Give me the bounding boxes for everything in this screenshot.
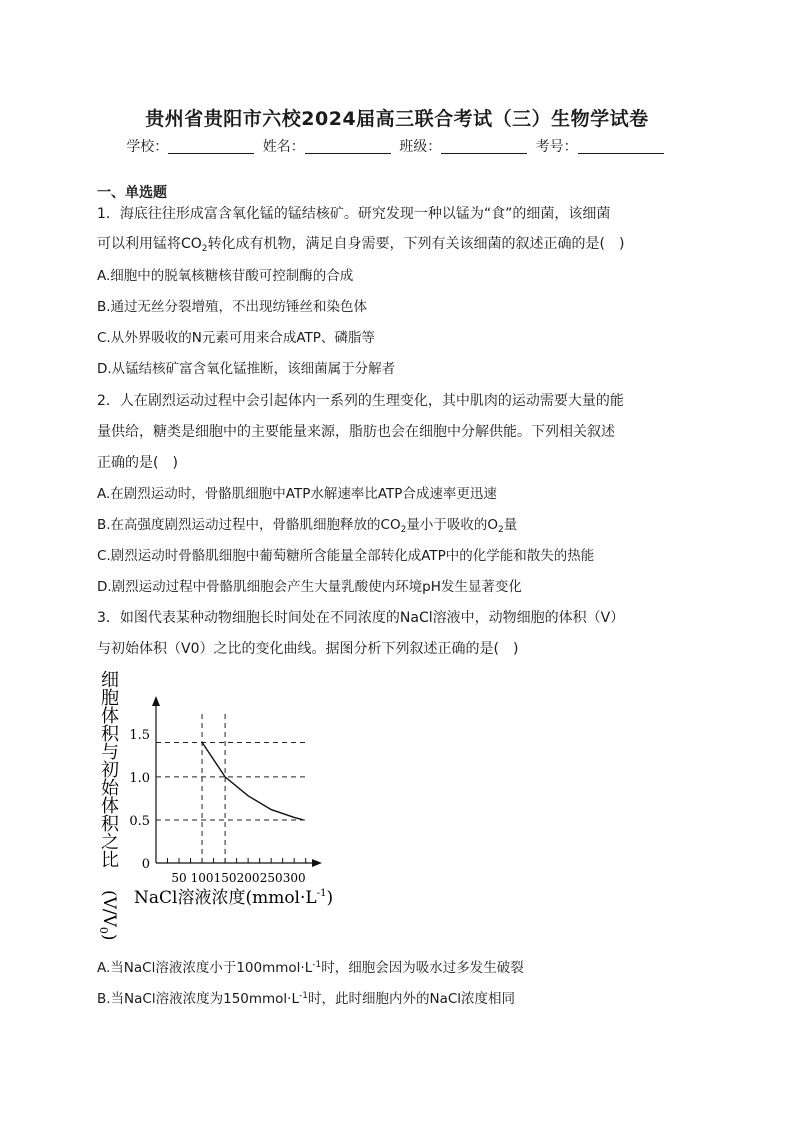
number-label: 考号： — [535, 139, 578, 155]
exam-title: 贵州省贵阳市六校2024届高三联合考试（三）生物学试卷 — [145, 108, 649, 130]
q2-stem-line2: 量供给，糖类是细胞中的主要能量来源，脂肪也会在细胞中分解供能。下列相关叙述 — [97, 424, 615, 440]
y-tick-label: 1.0 — [129, 770, 150, 786]
x-axis-label: NaCl溶液浓度$(mmol\cdot L^{-1})$ — [134, 888, 334, 908]
series-line — [202, 742, 303, 820]
x-tick-label: 250 — [259, 871, 283, 885]
school-label: 学校： — [126, 139, 169, 155]
q2-option-b[interactable]: B.在高强度剧烈运动过程中，骨骼肌细胞释放的$CO_2$量小于吸收的$O_2$量 — [97, 517, 518, 535]
x-tick-label: 300 — [282, 871, 306, 885]
q1-option-d[interactable]: D.从锰结核矿富含氧化锰推断，该细菌属于分解者 — [97, 361, 396, 377]
q2-stem-line1: 2．人在剧烈运动过程中会引起体内一系列的生理变化，其中肌肉的运动需要大量的能 — [97, 393, 624, 409]
q1-option-b[interactable]: B.通过无丝分裂增殖，不出现纺锤丝和染色体 — [97, 299, 368, 315]
y-label-char: 积 — [101, 724, 119, 745]
y-label-ratio: $(V/V_0)$ — [97, 890, 119, 941]
y-axis-label — [97, 670, 120, 941]
chart-axes — [152, 696, 322, 867]
student-info-row — [0, 136, 794, 156]
y-label-char: 积 — [101, 814, 119, 835]
y-tick-label: 1.5 — [129, 727, 150, 743]
name-label: 姓名： — [262, 139, 305, 155]
q1-stem-line2: 可以利用锰将$CO_2$转化成有机物，满足自身需要，下列有关该细菌的叙述正确的是( ) — [97, 236, 625, 254]
y-label-char: 始 — [101, 778, 119, 799]
q2-stem-line3: 正确的是( ) — [97, 455, 178, 471]
q3-stem-line1: 3．如图代表某种动物细胞长时间处在不同浓度的NaCl溶液中，动物细胞的体积（V） — [97, 610, 625, 626]
cell-volume-chart — [96, 668, 356, 954]
q2-option-c[interactable]: C.剧烈运动时骨骼肌细胞中葡萄糖所含能量全部转化成ATP中的化学能和散失的热能 — [97, 548, 595, 564]
q3-option-b[interactable]: B.当NaCl溶液浓度为$150mmol\cdot L^{-1}$时，此时细胞内外的NaCl浓度相同 — [97, 991, 516, 1007]
name-field[interactable] — [305, 139, 391, 154]
class-field[interactable] — [441, 139, 527, 154]
q1-option-c[interactable]: C.从外界吸收的N元素可用来合成ATP、磷脂等 — [97, 330, 375, 346]
school-field[interactable] — [168, 139, 254, 154]
x-tick-label: 50 — [171, 871, 187, 885]
class-label: 班级： — [399, 139, 442, 155]
y-label-char: 之 — [101, 832, 119, 853]
y-label-char: 初 — [101, 760, 119, 781]
y-tick-label: 0.5 — [129, 813, 150, 829]
y-label-char: 体 — [101, 706, 119, 727]
y-label-char: 细 — [101, 670, 119, 691]
reference-lines — [156, 714, 306, 863]
q1-stem-line1: 1．海底往往形成富含氧化锰的锰结核矿。研究发现一种以锰为“食”的细菌，该细菌 — [97, 206, 611, 222]
y-label-char: 体 — [101, 796, 119, 817]
q2-option-d[interactable]: D.剧烈运动过程中骨骼肌细胞会产生大量乳酸使内环境pH发生显著变化 — [97, 579, 522, 595]
number-field[interactable] — [578, 139, 664, 154]
x-tick-label: 200 — [236, 871, 260, 885]
q3-stem-line2: 与初始体积（V0）之比的变化曲线。据图分析下列叙述正确的是( ) — [97, 641, 519, 657]
section-title: 一、单选题 — [97, 185, 167, 201]
y-label-char: 与 — [101, 742, 119, 763]
y-label-char: 比 — [101, 850, 119, 871]
volume-curve — [202, 742, 304, 820]
y-axis-arrow — [152, 696, 160, 706]
y-tick-label: 0 — [141, 857, 150, 872]
q1-option-a[interactable]: A.细胞中的脱氧核糖核苷酸可控制酶的合成 — [97, 268, 354, 284]
x-tick-label: 150 — [213, 871, 237, 885]
q2-option-a[interactable]: A.在剧烈运动时，骨骼肌细胞中ATP水解速率比ATP合成速率更迅速 — [97, 486, 497, 502]
x-tick-label: 100 — [190, 871, 214, 885]
x-axis-arrow — [312, 859, 322, 867]
y-label-char: 胞 — [101, 688, 119, 709]
q3-option-a[interactable]: A.当NaCl溶液浓度小于$100mmol\cdot L^{-1}$时，细胞会因为吸水过多发生破裂 — [97, 960, 524, 976]
